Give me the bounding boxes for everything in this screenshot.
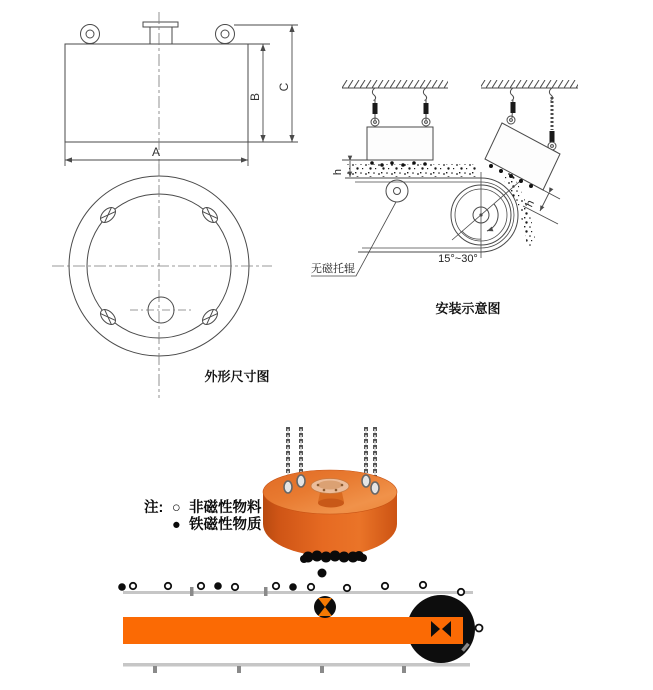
hanger-chain-right-1 <box>507 88 516 124</box>
legend-prefix: 注: <box>144 500 164 516</box>
hanger-chain-left-2 <box>422 88 430 126</box>
side-view <box>65 12 298 170</box>
ferromagnetic-symbol-icon: ● <box>172 517 181 533</box>
rising-ferrous-particle <box>318 569 327 578</box>
roller-label: 无磁托辊 <box>311 263 355 275</box>
ferromagnetic-particles <box>118 582 297 591</box>
ferromagnetic-label: 铁磁性物质 <box>189 517 262 533</box>
schematic-belt <box>345 178 518 252</box>
top-flange <box>143 22 178 44</box>
nonmagnetic-symbol-icon: ○ <box>172 500 181 516</box>
installation-caption: 安装示意图 <box>435 301 501 316</box>
outline-drawing-caption: 外形尺寸图 <box>204 369 270 384</box>
dim-h-left-label: h <box>332 168 344 176</box>
suspended-magnet-horizontal <box>367 127 433 160</box>
angle-range-label: 15°~30° <box>438 253 478 265</box>
support-rail <box>123 663 470 667</box>
lifting-eye-left-icon <box>81 25 100 44</box>
idler-roller-icon <box>314 596 336 618</box>
non-magnetic-roller <box>311 180 408 276</box>
legend <box>144 498 262 533</box>
hanger-chain-left-1 <box>371 88 379 126</box>
material-layer <box>346 164 476 177</box>
outline-dimension-drawing <box>52 12 298 398</box>
ceiling-right <box>481 80 578 88</box>
hanger-chain-right-2 <box>548 88 558 153</box>
attracted-ferrous-cluster <box>300 551 367 578</box>
magnet-body <box>263 470 397 556</box>
product-illustration <box>263 427 397 578</box>
belt-splice-tick <box>190 587 194 596</box>
ceiling-left <box>342 80 448 88</box>
conveyor-illustration <box>118 582 482 673</box>
belt-top-line <box>123 591 473 594</box>
installation-diagram <box>311 80 578 316</box>
dim-b-label: B <box>248 92 262 102</box>
belt-splice-tick <box>264 587 268 596</box>
top-view <box>52 164 272 398</box>
dim-a-label: A <box>151 145 161 159</box>
dim-c-label: C <box>277 82 291 92</box>
lifting-eye-right-icon <box>216 25 235 44</box>
nonmagnetic-label: 非磁性物料 <box>189 500 262 516</box>
dim-h-right-label: h <box>523 198 538 210</box>
belt-band <box>123 617 463 644</box>
